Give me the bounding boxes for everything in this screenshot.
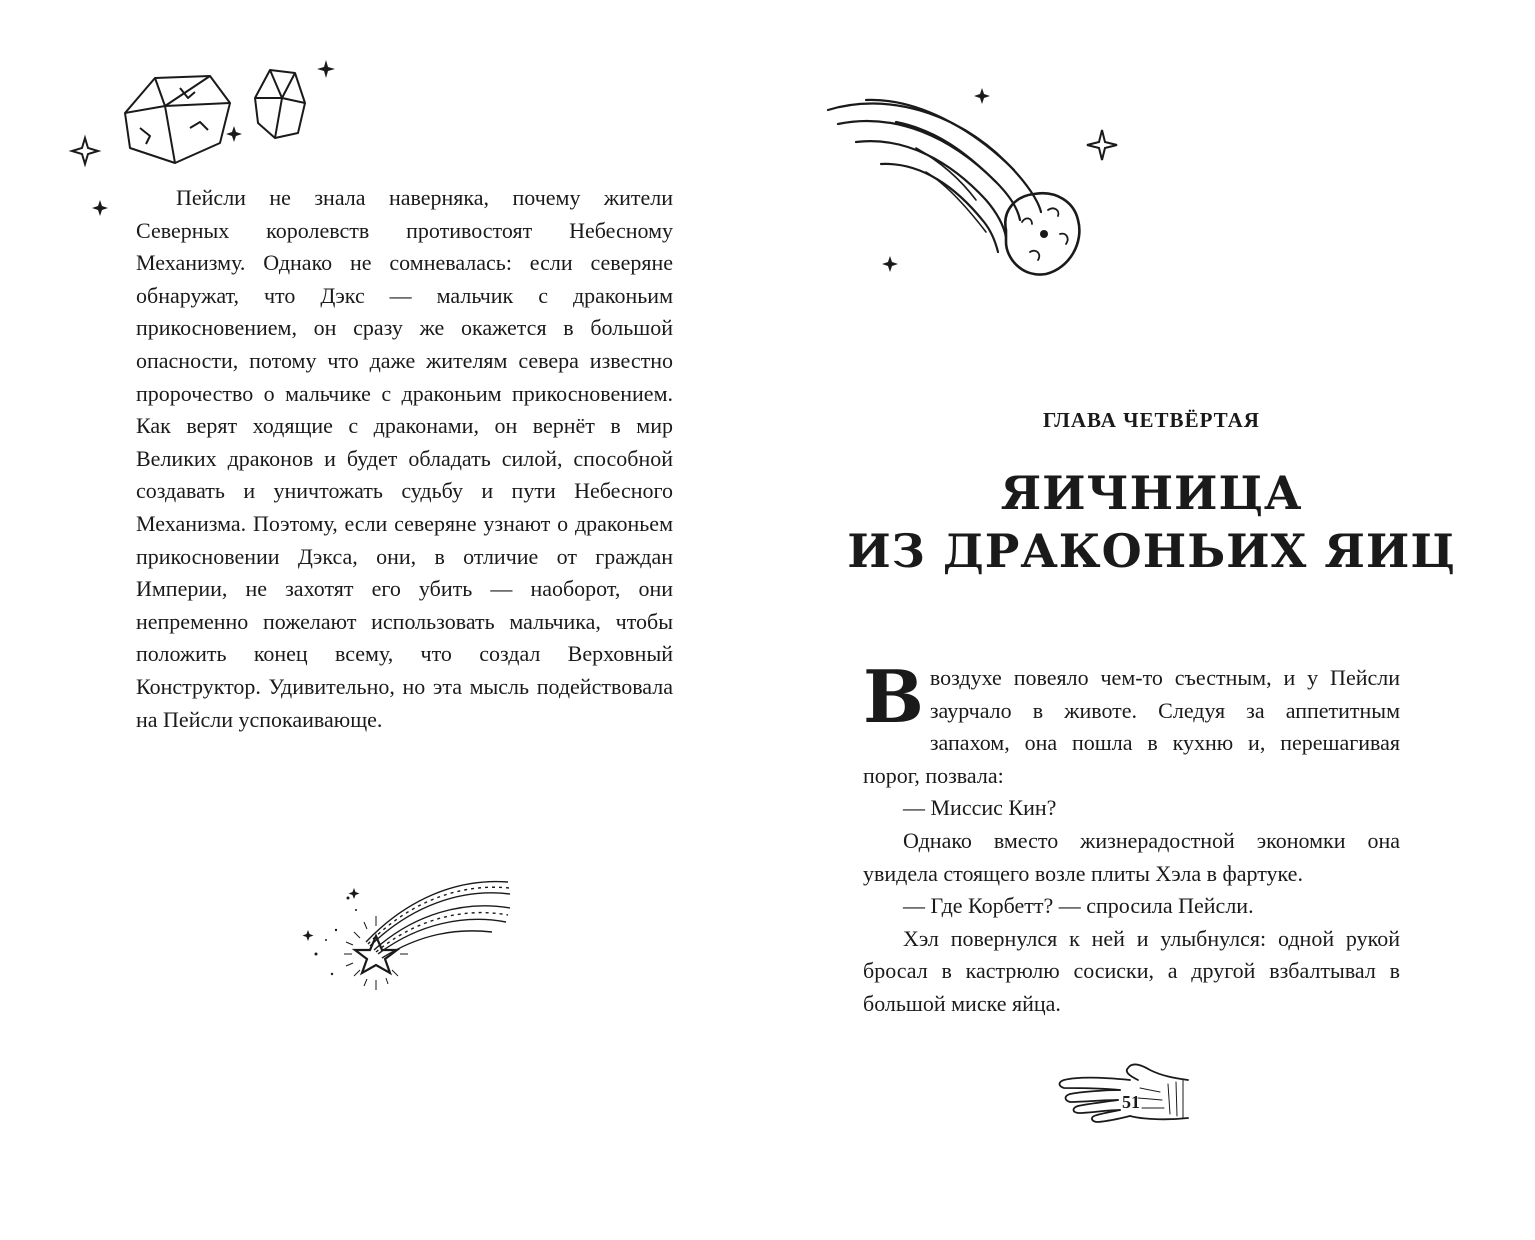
paragraph: — Миссис Кин? [903,795,1057,821]
left-body-text [136,182,673,736]
paragraph: Однако вместо жизнерадостной экономки она увидела стоящего возле плиты Хэла в фартуке. [863,827,1400,886]
chapter-title-line1: ЯИЧНИЦА [1000,466,1303,520]
shooting-star-icon [296,870,516,995]
paragraph: Хэл повернулся к ней и улыбнулся: одной рукой бросал в кастрюлю сосиски, а другой взбалтывал в большой миске яйца. [863,925,1400,1016]
meteor-icon [826,82,1126,292]
left-page [0,0,767,1240]
chapter-title [768,464,1535,580]
first-paragraph-text: воздухе повеяло чем-то съестным, и у Пейсли заурчало в животе. Следуя за аппетитным запахом, она пошла в кухню и, перешагивая порог, позвала: [863,665,1400,788]
first-paragraph [863,654,1400,792]
right-body-text [863,654,1400,1021]
left-paragraph: Пейсли не знала наверняка, почему жители Северных королевств противостоят Небесному Механизму. Однако не сомневалась: если северяне обнаружат, что Дэкс — мальчик с драконьим прикосновением, он сразу же окажется в большой опасности, потому что даже жителям севера известно пророчество о мальчике с драконьим прикосновением. Как верят ходящие с драконами, он вернёт в мир Великих драконов и будет обладать силой, способной создавать и уничтожать судьбу и пути Небесного Механизма. Поэтому, если северяне узнают о драконьем прикосновении Дэкса, они, в отличие от граждан Империи, не захотят его убить — наоборот, они непременно пожелают использовать мальчика, чтобы положить конец всему, что создал Верховный Конструктор. Удивительно, но эта мысль подействовала на Пейсли успокаивающе. [136,185,673,732]
chapter-title-line2: ИЗ ДРАКОНЬИХ ЯИЦ [847,524,1456,578]
right-page [768,0,1535,1240]
chapter-label: ГЛАВА ЧЕТВЁРТАЯ [1043,408,1260,432]
drop-cap: В [863,654,924,739]
page-number: 51 [1122,1092,1140,1112]
paragraph: — Где Корбетт? — спросила Пейсли. [903,893,1254,919]
